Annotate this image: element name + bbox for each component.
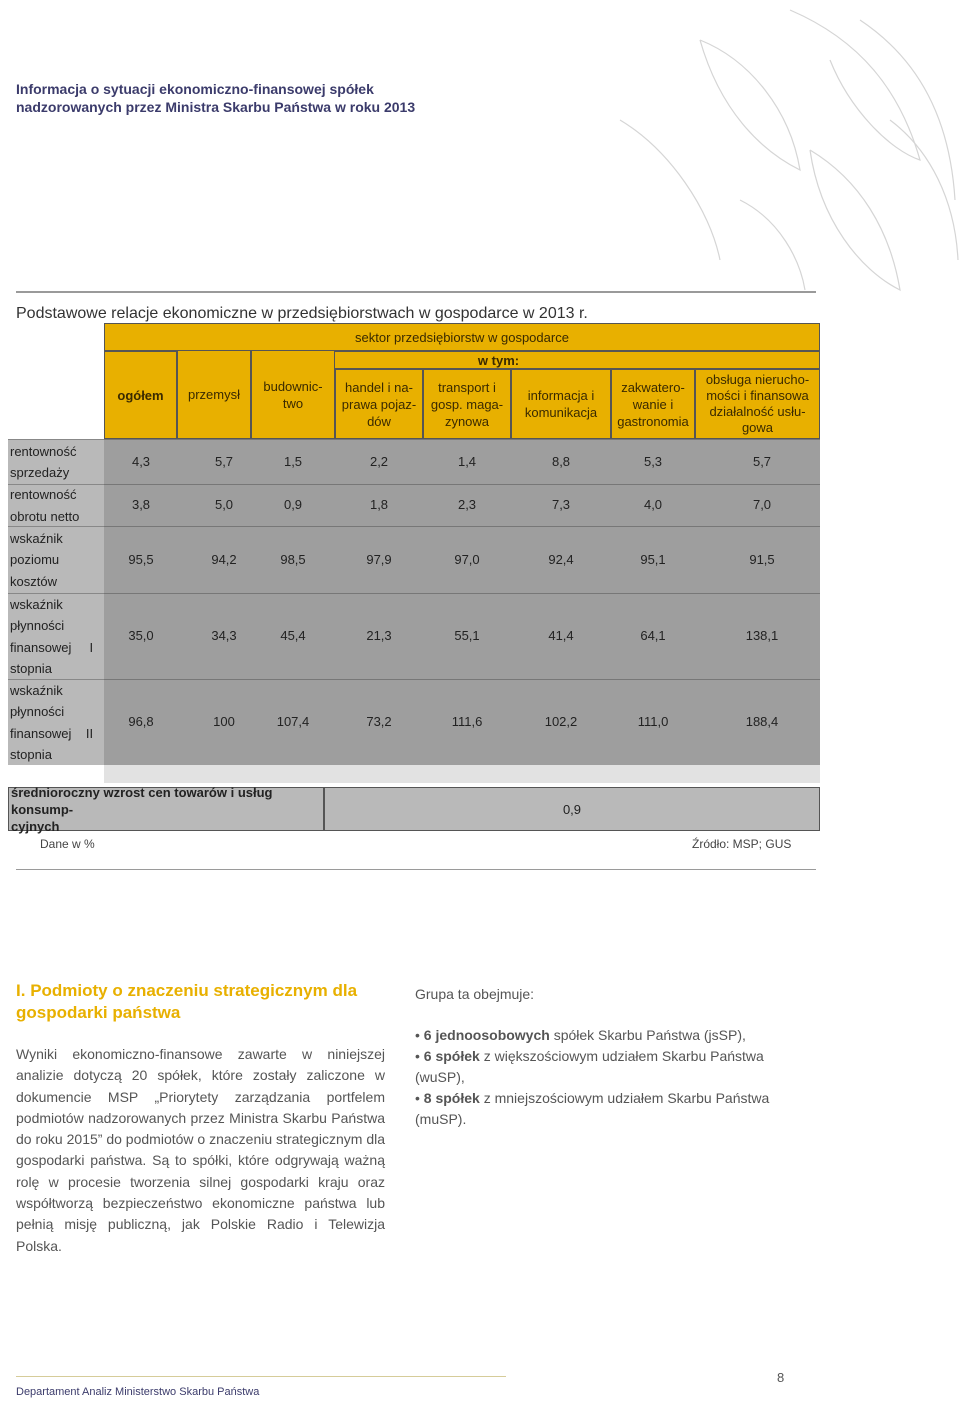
table-cell: 95,1	[640, 551, 666, 567]
source-note: Źródło: MSP; GUS	[692, 837, 792, 851]
col-header-budownictwo: budownic- two	[251, 351, 335, 439]
divider-top	[16, 291, 816, 293]
units-note: Dane w %	[40, 837, 95, 851]
col-header-informacja: informacja i komunikacja	[511, 369, 611, 439]
table-cell: 91,5	[749, 551, 775, 567]
col-header-transport: transport i gosp. maga- zynowa	[423, 369, 511, 439]
footer-department: Departament Analiz Ministerstwo Skarbu Państwa	[16, 1386, 260, 1398]
table-cell: 5,7	[752, 453, 772, 469]
table-cell: 111,6	[451, 714, 483, 729]
divider-bottom	[16, 869, 816, 870]
col-header-przemysl: przemysł	[177, 351, 251, 439]
section-title	[16, 980, 386, 1024]
group-intro: Grupa ta obejmuje:	[415, 986, 535, 1002]
table-cell: 4,0	[643, 497, 663, 512]
list-item: • 8 spółek z mniejszościowym udziałem Skarbu Państwa (muSP).	[415, 1090, 770, 1127]
table-row	[104, 679, 820, 765]
table-cell: 1,4	[457, 453, 477, 469]
table-cell: 100	[213, 714, 235, 729]
group-description	[415, 984, 795, 1130]
table-cell: 96,8	[128, 714, 154, 729]
table-row	[104, 439, 820, 484]
sub-header: w tym:	[177, 351, 820, 369]
table-cell: 111,0	[637, 714, 669, 729]
table-cell: 107,4	[276, 714, 310, 729]
list-item: • 6 jednoosobowych spółek Skarbu Państwa (jsSP),	[415, 1027, 746, 1043]
header-line-2: nadzorowanych przez Ministra Skarbu Państwa w roku 2013	[16, 99, 416, 115]
inflation-label: średnioroczny wzrost cen towarów i usług konsump- cyjnych	[8, 787, 324, 831]
table-cell: 94,2	[211, 551, 237, 567]
table-cell: 97,9	[366, 551, 392, 567]
document-header	[16, 80, 415, 116]
table-caption: Podstawowe relacje ekonomiczne w przedsiębiorstwach w gospodarce w 2013 r.	[16, 305, 588, 322]
table-row-label: rentowność sprzedaży	[8, 439, 104, 484]
table-cell: 5,0	[214, 497, 234, 512]
table-cell: 92,4	[548, 551, 574, 567]
table-row-label: wskaźnik płynności finansowej II stopnia	[8, 679, 104, 765]
table-row	[104, 484, 820, 526]
col-header-handel: handel i na- prawa pojaz- dów	[335, 369, 423, 439]
section-number: I.	[16, 981, 26, 1000]
table-cell: 7,3	[551, 497, 571, 512]
inflation-value: 0,9	[324, 787, 820, 831]
page-number: 8	[777, 1370, 785, 1385]
table-cell: 1,5	[283, 453, 303, 469]
table-cell: 45,4	[280, 628, 306, 643]
col-header-obsluga: obsługa nierucho- mości i finansowa działalność usłu- gowa	[695, 369, 820, 439]
col-header-zakwaterowanie: zakwatero- wanie i gastronomia	[611, 369, 695, 439]
table-row-label: wskaźnik poziomu kosztów	[8, 526, 104, 593]
col-header-ogolem: ogółem	[104, 351, 177, 439]
section-title-text: Podmioty o znaczeniu strategicznym dla gospodarki państwa	[16, 981, 358, 1022]
table-cell: 5,3	[643, 453, 663, 469]
table-cell: 4,3	[131, 453, 151, 469]
header-line-1: Informacja o sytuacji ekonomiczno-finansowej spółek	[16, 81, 374, 97]
group-header: sektor przedsiębiorstw w gospodarce	[104, 323, 820, 351]
table-cell: 0,9	[283, 497, 303, 512]
table-cell: 35,0	[128, 628, 154, 643]
table-cell: 2,2	[369, 453, 389, 469]
table-cell: 97,0	[454, 551, 480, 567]
decorative-leaf-graphic	[560, 0, 960, 300]
table-row-label: rentowność obrotu netto	[8, 484, 104, 526]
table-cell: 2,3	[457, 497, 477, 512]
table-cell: 1,8	[369, 497, 389, 512]
section-body: Wyniki ekonomiczno-finansowe zawarte w niniejszej analizie dotyczą 20 spółek, które zostały zaliczone w dokumencie MSP „Priorytety zarządzania portfelem podmiotów nadzorowanych przez Ministra Skarbu Państwa do roku 2015” do podmiotów o znaczeniu strategicznym dla gospodarki państwa. Są to spółki, które odgrywają ważną rolę w procesie tworzenia silnej gospodarki kraju oraz współtworzą bezpieczeństwo ekonomiczne państwa lub pełnią misję publiczną, jak Polskie Radio i Telewizja Polska.	[16, 1046, 385, 1254]
table-cell: 138,1	[745, 628, 779, 643]
table-cell: 8,8	[551, 453, 571, 469]
table-row	[104, 593, 820, 679]
list-item: • 6 spółek z większościowym udziałem Skarbu Państwa (wuSP),	[415, 1048, 764, 1085]
table-cell: 41,4	[548, 628, 574, 643]
table-row	[104, 526, 820, 593]
table-cell: 5,7	[214, 453, 234, 469]
table-cell: 21,3	[366, 628, 392, 643]
table-cell: 3,8	[131, 497, 151, 512]
table-cell: 55,1	[454, 628, 480, 643]
table-cell: 102,2	[544, 714, 578, 729]
table-spacer	[104, 765, 820, 783]
footer-rule	[16, 1376, 506, 1377]
table-cell: 73,2	[366, 714, 392, 729]
table-cell: 34,3	[211, 628, 237, 643]
group-list	[415, 1025, 795, 1130]
table-row-label: wskaźnik płynności finansowej I stopnia	[8, 593, 104, 679]
table-cell: 7,0	[752, 497, 772, 512]
table-cell: 98,5	[280, 551, 306, 567]
table-cell: 95,5	[128, 551, 154, 567]
table-cell: 64,1	[640, 628, 666, 643]
table-cell: 188,4	[745, 714, 779, 729]
